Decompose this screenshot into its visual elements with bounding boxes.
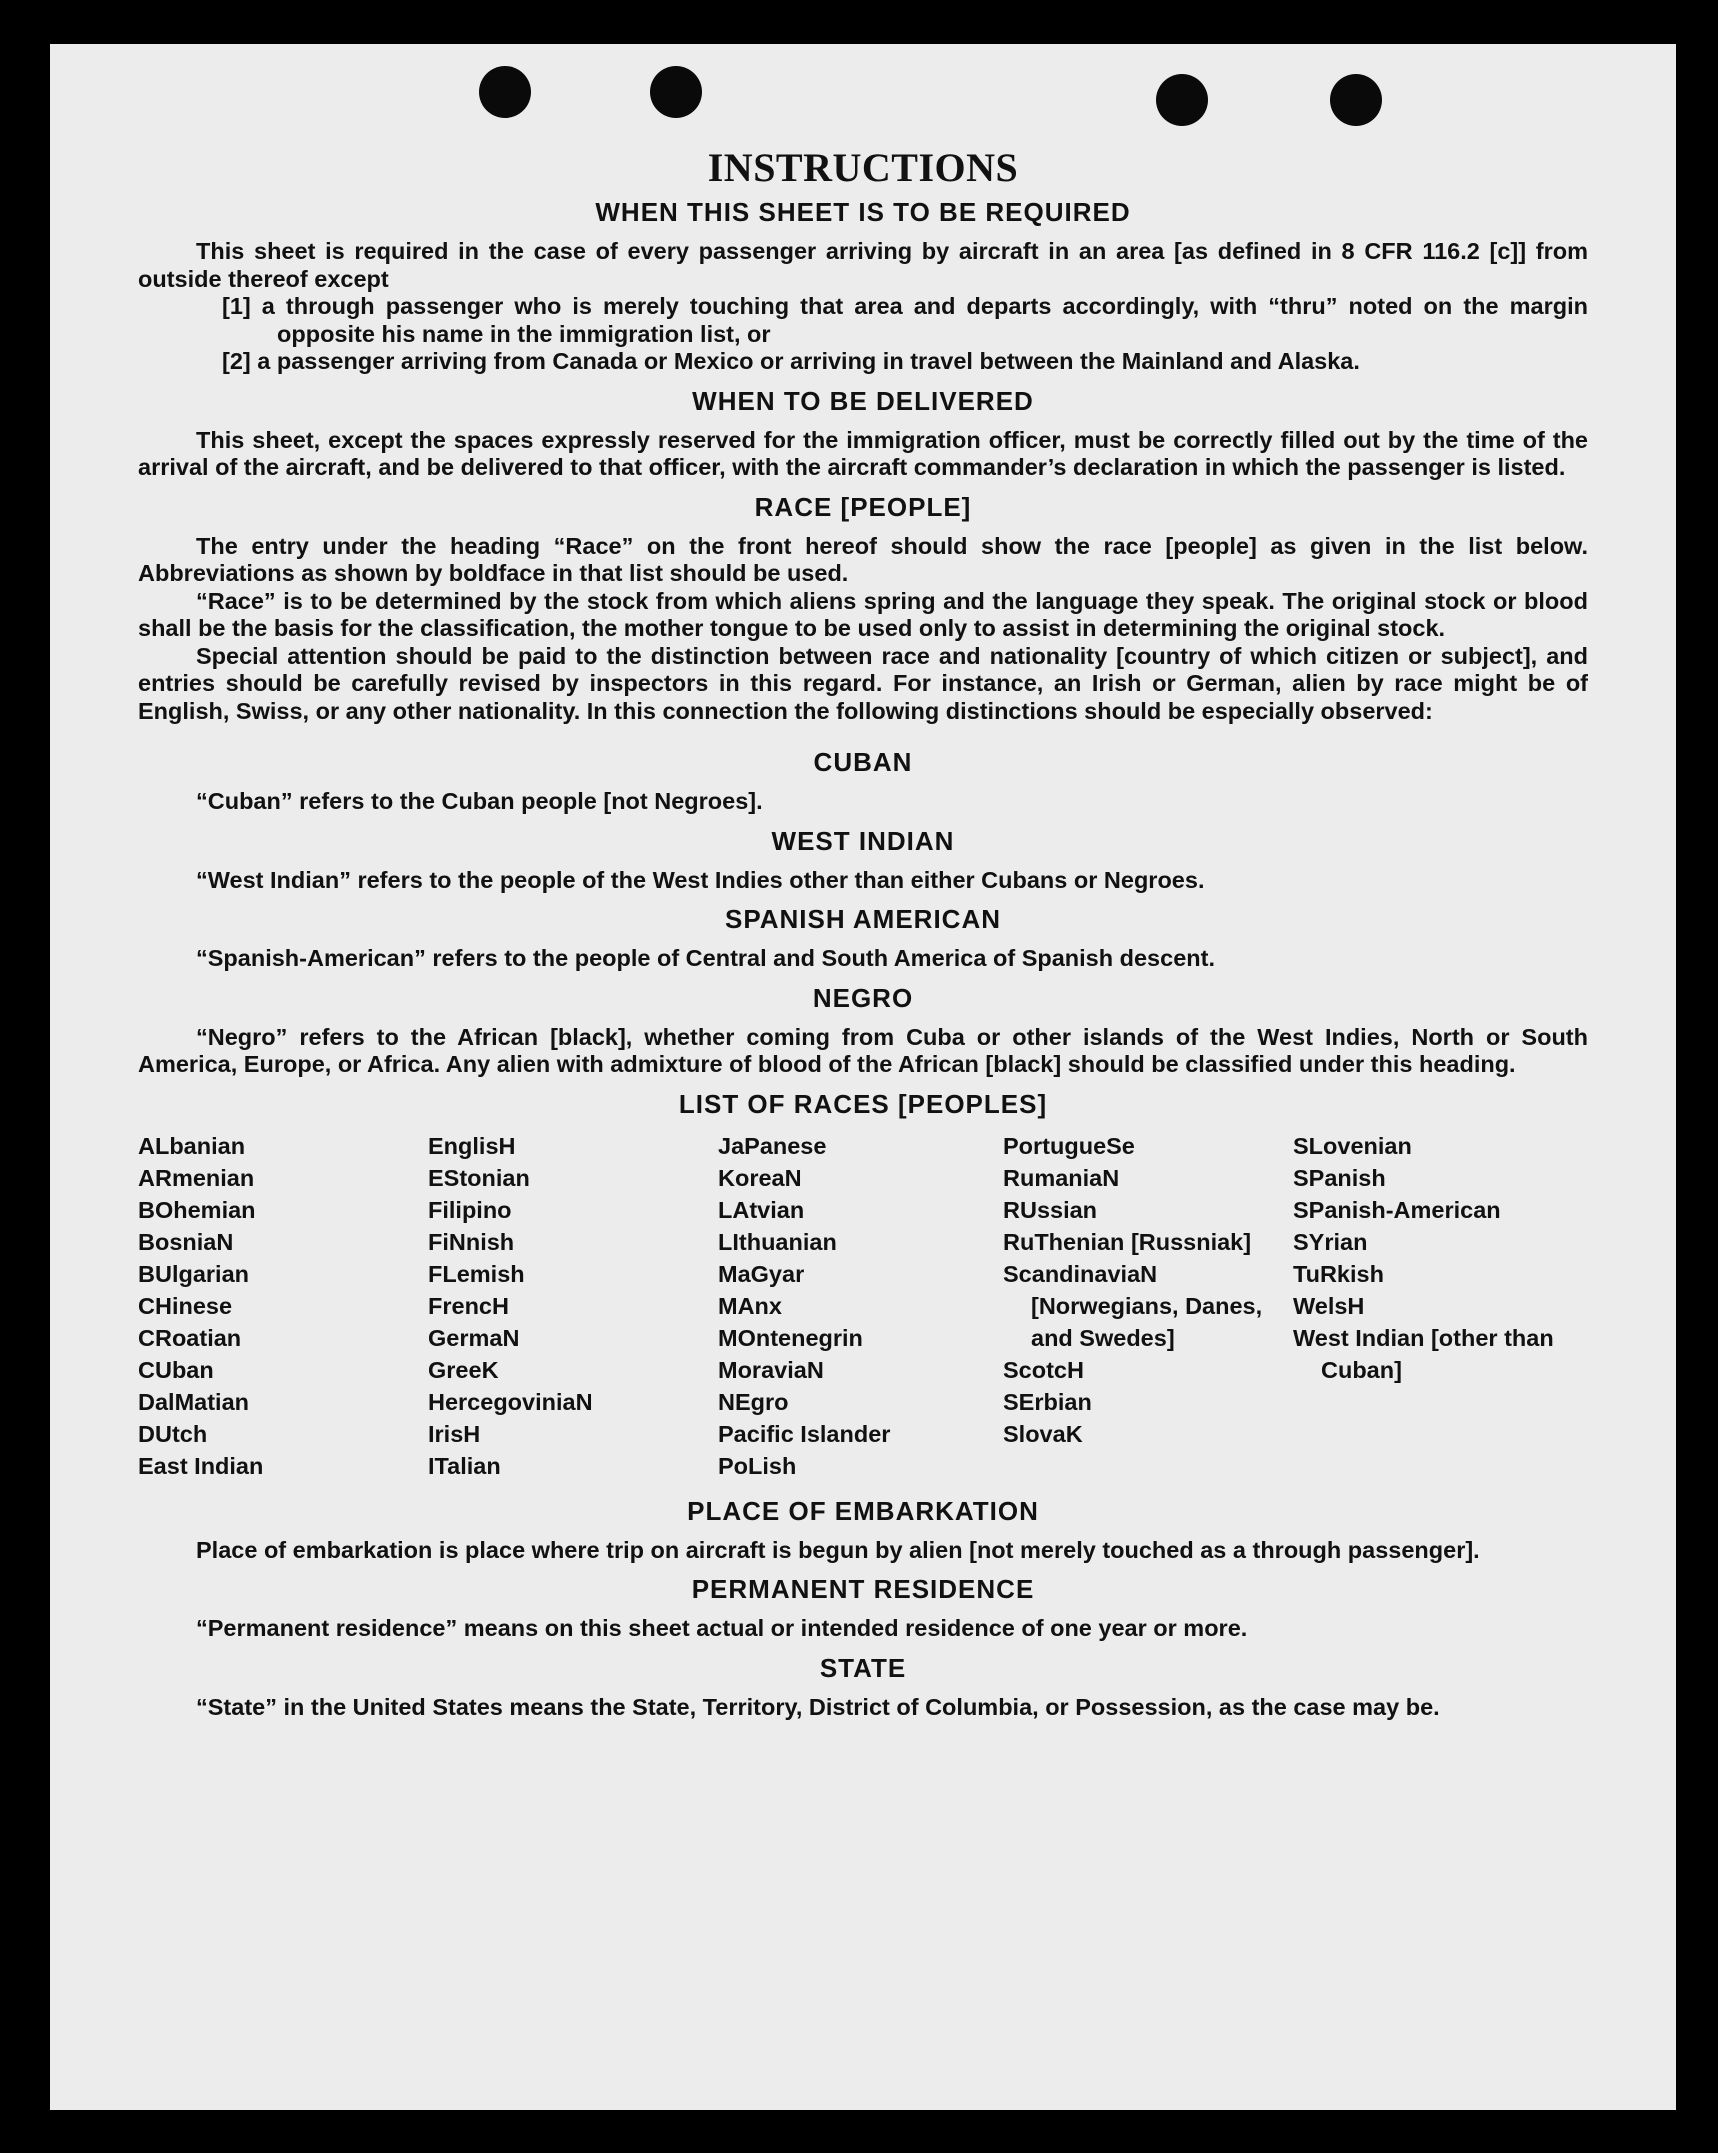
race-item: FiNnish <box>428 1228 515 1255</box>
section-heading: RACE [PEOPLE] <box>754 491 972 522</box>
race-item: RUssian <box>1003 1196 1098 1223</box>
section-heading: NEGRO <box>812 982 914 1013</box>
paragraph: “Race” is to be determined by the stock from which aliens spring and the language they speak. The original stock or blood shall be the basis for the classification, the mother tongue to be used only to assist in determining the original stock. <box>138 587 1588 641</box>
race-item: MaGyar <box>718 1260 805 1287</box>
section-heading: SPANISH AMERICAN <box>724 904 1001 934</box>
paragraph: “State” in the United States means the State, Territory, District of Columbia, or Possession, as the case may be. <box>196 1693 1440 1720</box>
race-item: PortugueSe <box>1003 1132 1135 1159</box>
race-item: Pacific Islander <box>718 1420 891 1447</box>
race-item: EnglisH <box>428 1132 516 1159</box>
race-item: DalMatian <box>138 1388 249 1415</box>
race-item: DUtch <box>138 1420 208 1447</box>
race-item: PoLish <box>718 1452 797 1479</box>
race-item: KoreaN <box>718 1164 802 1191</box>
paragraph: This sheet, except the spaces expressly reserved for the immigration officer, must be correctly filled out by the time of the arrival of the aircraft, and be delivered to that officer, with the aircraft commander’s declaration in which the passenger is listed. <box>138 426 1588 480</box>
list-item: [2] a passenger arriving from Canada or Mexico or arriving in travel between the Mainland and Alaska. <box>222 348 1360 374</box>
race-item: BosniaN <box>138 1228 234 1255</box>
races-column <box>1293 1130 1583 1482</box>
race-item: SlovaK <box>1003 1420 1083 1447</box>
race-item: GreeK <box>428 1356 499 1383</box>
document-sheet <box>50 44 1676 2110</box>
race-item: NEgro <box>718 1388 789 1415</box>
races-column <box>138 1130 428 1482</box>
race-item: SYrian <box>1293 1228 1368 1255</box>
section-heading: PERMANENT RESIDENCE <box>691 1574 1035 1604</box>
race-item: MAnx <box>718 1292 782 1319</box>
paragraph: Place of embarkation is place where trip on aircraft is begun by alien [not merely touched as a through passenger]. <box>196 1536 1480 1563</box>
race-item: LIthuanian <box>718 1228 837 1255</box>
race-item: ScotcH <box>1003 1356 1084 1383</box>
race-item: MOntenegrin <box>718 1324 863 1351</box>
paragraph: “Spanish-American” refers to the people of Central and South America of Spanish descent. <box>196 945 1215 971</box>
race-item: West Indian [other than Cuban] <box>1293 1324 1561 1383</box>
section-heading: WHEN TO BE DELIVERED <box>692 385 1034 416</box>
race-item: ITalian <box>428 1452 501 1479</box>
race-item: LAtvian <box>718 1196 805 1223</box>
page-title: INSTRUCTIONS <box>707 145 1019 190</box>
race-item: ARmenian <box>138 1164 255 1191</box>
race-item: TuRkish <box>1293 1260 1384 1287</box>
paragraph: “Cuban” refers to the Cuban people [not Negroes]. <box>196 788 763 814</box>
race-item: WelsH <box>1293 1292 1365 1319</box>
race-item: FLemish <box>428 1260 525 1287</box>
race-item: CRoatian <box>138 1324 242 1351</box>
races-list <box>138 1130 1588 1482</box>
punch-hole <box>1330 74 1382 126</box>
list-item: [1] a through passenger who is merely touching that area and departs accordingly, with “thru” noted on the margin opposite his name in the immigration list, or <box>222 293 1588 347</box>
race-item: GermaN <box>428 1324 520 1351</box>
race-item: IrisH <box>428 1420 481 1447</box>
paragraph: The entry under the heading “Race” on the front hereof should show the race [people] as given in the list below. Abbreviations as shown by boldface in that list should be used. <box>138 532 1588 586</box>
section-heading: WHEN THIS SHEET IS TO BE REQUIRED <box>595 197 1131 227</box>
paragraph: This sheet is required in the case of every passenger arriving by aircraft in an area [as defined in 8 CFR 116.2 [c]] from outside thereof except <box>138 238 1588 292</box>
section-heading: CUBAN <box>813 747 913 777</box>
section-heading: PLACE OF EMBARKATION <box>687 1495 1039 1526</box>
paragraph: “Negro” refers to the African [black], whether coming from Cuba or other islands of the West Indies, North or South America, Europe, or Africa. Any alien with admixture of blood of the African [black] should be classified under this heading. <box>138 1023 1588 1077</box>
section-heading: STATE <box>819 1652 907 1683</box>
race-item: SLovenian <box>1293 1132 1412 1159</box>
race-item: FrencH <box>428 1292 509 1319</box>
section-heading: WEST INDIAN <box>771 825 955 856</box>
race-item: SPanish <box>1293 1164 1386 1191</box>
race-item: ALbanian <box>138 1132 246 1159</box>
race-item: MoraviaN <box>718 1356 824 1383</box>
race-item: HercegoviniaN <box>428 1388 593 1415</box>
paragraph: “West Indian” refers to the people of the West Indies other than either Cubans or Negroes. <box>196 866 1205 893</box>
race-item: RuThenian [Russniak] <box>1003 1228 1252 1255</box>
instructions-content <box>138 144 1588 1721</box>
section-heading: LIST OF RACES [PEOPLES] <box>678 1088 1048 1119</box>
paragraph: Special attention should be paid to the distinction between race and nationality [country of which citizen or subject], and entries should be carefully revised by inspectors in this regard. For instance, an Irish or German, alien by race might be of English, Swiss, or any other nationality. In this connection the following distinctions should be especially observed: <box>138 642 1588 724</box>
race-item: Filipino <box>428 1196 512 1223</box>
race-item: EStonian <box>428 1164 530 1191</box>
race-item: RumaniaN <box>1003 1164 1120 1191</box>
punch-hole <box>479 66 531 118</box>
races-column <box>1003 1130 1293 1482</box>
race-item: CHinese <box>138 1292 233 1319</box>
races-column <box>718 1130 1003 1482</box>
race-item: ScandinaviaN [Norwegians, Danes, and Swedes] <box>1003 1260 1269 1351</box>
race-item: East Indian <box>138 1452 264 1479</box>
race-item: JaPanese <box>718 1132 827 1159</box>
races-column <box>428 1130 718 1482</box>
race-item: CUban <box>138 1356 214 1383</box>
race-item: SPanish-American <box>1293 1196 1501 1223</box>
punch-hole <box>1156 74 1208 126</box>
race-item: BUlgarian <box>138 1260 249 1287</box>
punch-hole <box>650 66 702 118</box>
race-item: BOhemian <box>138 1196 256 1223</box>
race-item: SErbian <box>1003 1388 1092 1415</box>
paragraph: “Permanent residence” means on this sheet actual or intended residence of one year or more. <box>196 1615 1248 1641</box>
